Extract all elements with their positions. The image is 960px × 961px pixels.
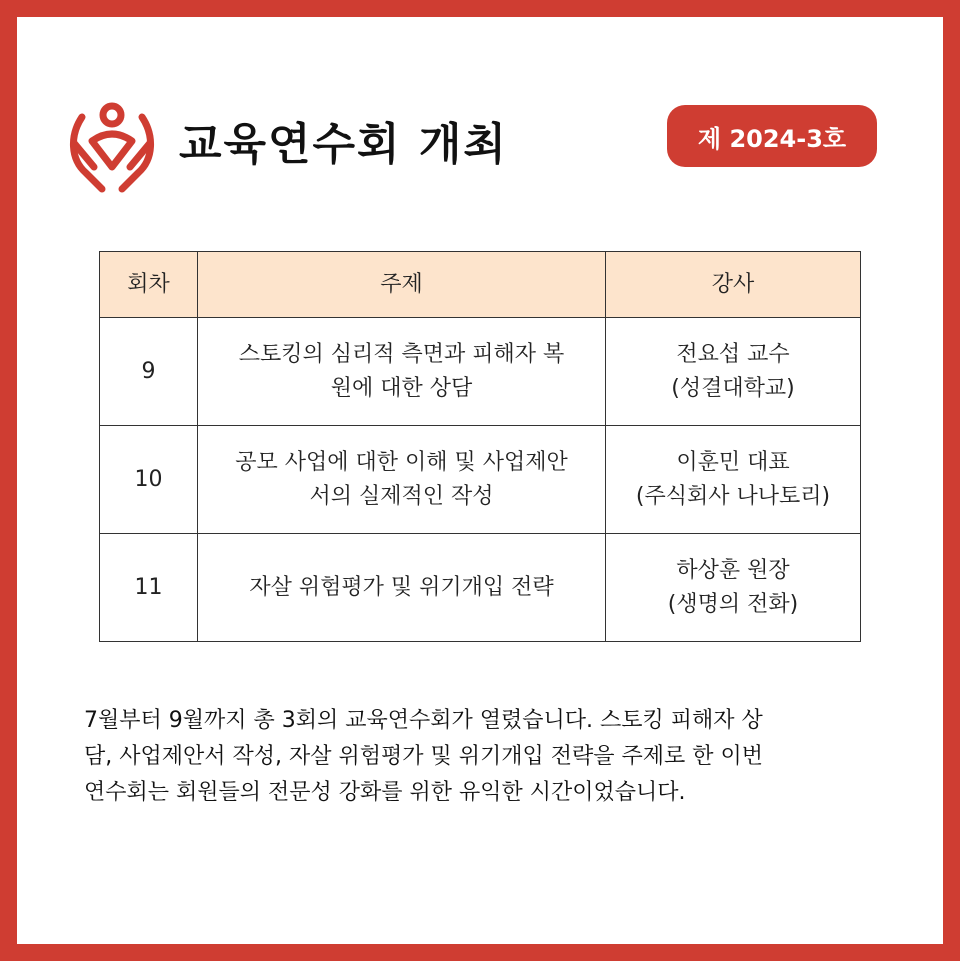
- topic-line: 서의 실제적인 작성: [309, 483, 494, 509]
- table-row: [100, 426, 861, 534]
- lecturer-affiliation: (성결대학교): [671, 375, 795, 401]
- column-header-topic: 주제: [198, 252, 606, 318]
- column-header-round: 회차: [100, 252, 198, 318]
- description-line: 담, 사업제안서 작성, 자살 위험평가 및 위기개입 전략을 주제로 한 이번: [84, 744, 763, 769]
- topic-line: 공모 사업에 대한 이해 및 사업제안: [235, 449, 568, 475]
- issue-number-badge: 제 2024-3호: [667, 105, 877, 167]
- column-header-lecturer: 강사: [606, 252, 861, 318]
- table-row: [100, 534, 861, 642]
- description-line: 연수회는 회원들의 전문성 강화를 위한 유익한 시간이었습니다.: [84, 780, 686, 805]
- lecturer-cell: [606, 426, 861, 534]
- lecturer-name: 전요섭 교수: [676, 341, 790, 367]
- topic-cell: [198, 426, 606, 534]
- table-row: [100, 318, 861, 426]
- round-cell: 10: [100, 426, 198, 534]
- page-title: 교육연수회 개최: [179, 119, 508, 170]
- round-cell: 11: [100, 534, 198, 642]
- lecturer-cell: [606, 534, 861, 642]
- topic-line: 자살 위험평가 및 위기개입 전략: [249, 574, 554, 600]
- topic-line: 스토킹의 심리적 측면과 피해자 복: [238, 341, 565, 367]
- table-header-row: [100, 252, 861, 318]
- topic-cell: [198, 318, 606, 426]
- topic-cell: [198, 534, 606, 642]
- lecturer-affiliation: (주식회사 나나토리): [635, 483, 831, 509]
- description-paragraph: [84, 703, 874, 811]
- description-line: 7월부터 9월까지 총 3회의 교육연수회가 열렸습니다. 스토킹 피해자 상: [84, 708, 763, 733]
- hands-holding-person-icon: [62, 97, 162, 193]
- lecturer-cell: [606, 318, 861, 426]
- lecturer-name: 하상훈 원장: [676, 557, 790, 583]
- topic-line: 원에 대한 상담: [330, 375, 473, 401]
- schedule-table: [99, 251, 861, 642]
- round-cell: 9: [100, 318, 198, 426]
- lecturer-affiliation: (생명의 전화): [667, 591, 799, 617]
- lecturer-name: 이훈민 대표: [676, 449, 790, 475]
